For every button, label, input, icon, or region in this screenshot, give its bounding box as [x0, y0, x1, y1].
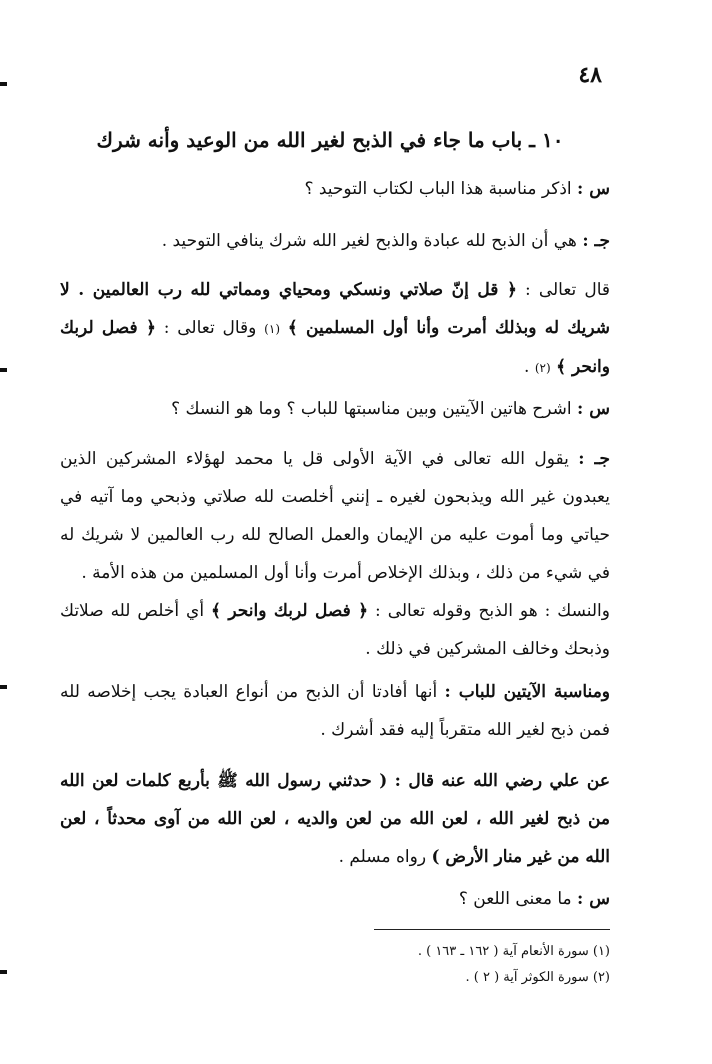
footnote-ref-2: (٢): [534, 361, 551, 375]
scan-edge-mark: [0, 970, 7, 974]
footnote-1: (١) سورة الأنعام آية ( ١٦٢ ـ ١٦٣ ) .: [417, 944, 610, 959]
relevance-paragraph: [60, 673, 610, 749]
answer-label: جـ :: [582, 231, 610, 251]
verse-intro: قال تعالى :: [525, 280, 611, 300]
scan-edge-mark: [0, 82, 7, 86]
answer-2: [60, 440, 610, 668]
scan-edge-mark: [0, 368, 7, 372]
answer-label: جـ :: [578, 449, 610, 469]
chapter-title: ١٠ ـ باب ما جاء في الذبح لغير الله من الوعيد وأنه شرك: [96, 128, 564, 152]
hadith-paragraph: [60, 762, 610, 876]
nusuk-definition: والنسك : هو الذبح وقوله تعالى :: [375, 601, 610, 621]
verse-paragraph: [60, 271, 610, 387]
question-2: [60, 390, 610, 428]
question-text: ما معنى اللعن ؟: [458, 889, 572, 909]
hadith-source: رواه مسلم .: [338, 847, 427, 867]
verse-quote-1: ﴿ قل إنّ صلاتي ونسكي ومحياي ومماتي لله رب العالمين . لا شريك له وبذلك أمرت وأنا أول المسلمين ﴾: [60, 280, 610, 338]
verse-mid: وقال تعالى :: [163, 318, 257, 338]
question-3: [60, 880, 610, 918]
question-1: [60, 170, 610, 208]
nusuk-verse-quote: ﴿ فصل لربك وانحر ﴾: [211, 601, 369, 621]
answer-text: هي أن الذبح لله عبادة والذبح لغير الله شرك ينافي التوحيد .: [161, 231, 577, 251]
hadith-text: عن علي رضي الله عنه قال : ( حدثني رسول الله ﷺ بأربع كلمات لعن الله من ذبح لغير الله ، لعن الله من لعن والديه ، لعن الله من آوى محدثاً ، لعن الله من غير منار الأرض ): [60, 771, 610, 867]
question-label: س :: [577, 179, 610, 199]
verse-end: .: [524, 357, 530, 377]
question-text: اذكر مناسبة هذا الباب لكتاب التوحيد ؟: [304, 179, 572, 199]
page-number: ٤٨: [578, 62, 602, 88]
footnote-separator: [374, 929, 610, 930]
question-label: س :: [577, 399, 610, 419]
footnote-2: (٢) سورة الكوثر آية ( ٢ ) .: [465, 970, 610, 985]
nusuk-explanation: أي أخلص لله صلاتك وذبحك وخالف المشركين في ذلك .: [60, 601, 610, 659]
scan-edge-mark: [0, 685, 7, 689]
question-text: اشرح هاتين الآيتين وبين مناسبتها للباب ؟ وما هو النسك ؟: [171, 399, 572, 419]
relevance-label: ومناسبة الآيتين للباب :: [444, 682, 611, 702]
answer-text: يقول الله تعالى في الآية الأولى قل يا محمد لهؤلاء المشركين الذين يعبدون غير الله ويذبحون لغيره ـ إنني أخلصت لله صلاتي وذبحي وما آتيه في حياتي وما أموت عليه من الإيمان والعمل الصالح لله رب العالمين لا شريك له في شيء من ذلك ، وبذلك الإخلاص أمرت وأنا أول المسلمين من هذه الأمة .: [60, 449, 610, 583]
footnote-ref-1: (١): [264, 322, 280, 336]
question-label: س :: [577, 889, 610, 909]
relevance-text: أنها أفادتا أن الذبح من أنواع العبادة يجب إخلاصه لله فمن ذبح لغير الله متقرباً إليه فقد أشرك .: [60, 682, 610, 740]
verse-quote-2: ﴿ فصل لربك وانحر ﴾: [60, 318, 610, 377]
answer-1: [60, 222, 610, 260]
